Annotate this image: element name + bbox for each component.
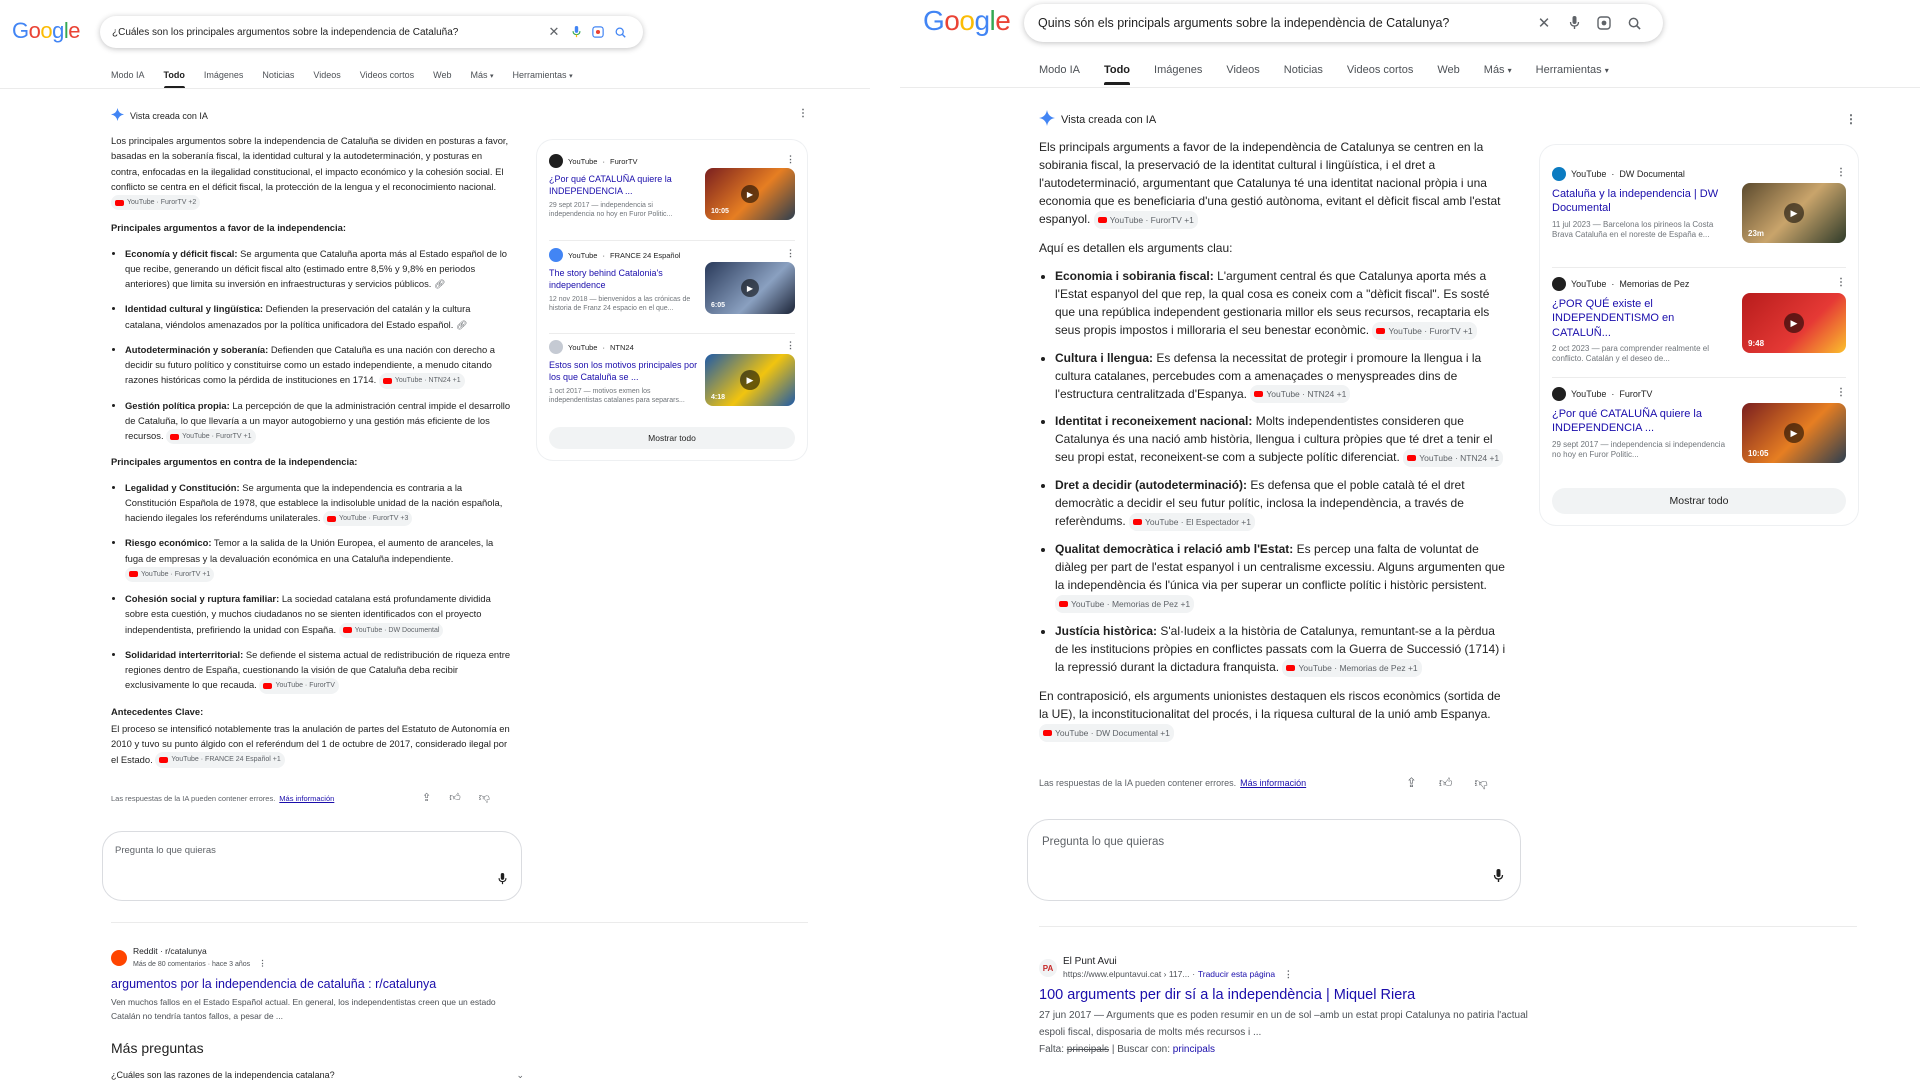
list-item-title: Qualitat democràtica i relació amb l'Estat:: [1055, 542, 1294, 557]
more-options-icon[interactable]: ⋮: [1836, 387, 1846, 398]
source-chip-label: YouTube · Memorias de Pez +1: [1071, 598, 1191, 609]
source-title[interactable]: ¿Por qué CATALUÑA quiere la INDEPENDENCIA ...: [1552, 408, 1702, 435]
tab-web[interactable]: Web: [433, 70, 452, 80]
youtube-favicon: [1552, 387, 1566, 401]
tab-more[interactable]: [1484, 64, 1512, 76]
microphone-icon[interactable]: [1559, 16, 1589, 30]
key-heading: Aquí es detallen els arguments clau:: [1039, 240, 1233, 255]
source-site: YouTube · Memorias de Pez: [1552, 277, 1846, 291]
search-tabs: [1039, 64, 1609, 76]
tab-tools-label: Herramientas: [1535, 64, 1602, 76]
divider: [1552, 267, 1846, 268]
left-search-pane: [0, 0, 870, 1080]
tab-all[interactable]: Todo: [163, 70, 185, 80]
source-site-name: YouTube: [1571, 169, 1607, 179]
source-meta: 29 sept 2017 — independencia si independencia no hoy en Furor Politic...: [549, 202, 673, 219]
youtube-favicon: [549, 340, 563, 354]
youtube-favicon: [549, 154, 563, 168]
search-input[interactable]: Quins són els principals arguments sobre la independència de Catalunya?: [1038, 16, 1450, 30]
list-item: [125, 342, 511, 389]
source-card[interactable]: [1552, 167, 1846, 257]
video-thumbnail[interactable]: [705, 262, 795, 314]
tab-short-videos[interactable]: Videos cortos: [1346, 64, 1414, 76]
list-item: [125, 591, 511, 638]
source-card[interactable]: [549, 154, 795, 234]
source-site: YouTube · FRANCE 24 Español: [549, 248, 795, 262]
source-site: YouTube · FurorTV: [549, 154, 795, 168]
ai-intro: [111, 133, 511, 210]
source-chip[interactable]: [1250, 385, 1350, 403]
contra-heading: Principales argumentos en contra de la independencia:: [111, 456, 358, 468]
microphone-icon[interactable]: [498, 872, 507, 890]
list-item: [125, 301, 511, 332]
list-item-text: La sociedad catalana está profundamente dividida sobre esta cuestión, y muchos ciudadanos no se sienten identificados con el proyecto independentista, prefiriendo la unidad con España.: [125, 593, 491, 635]
translate-link[interactable]: Traducir esta página: [1197, 969, 1276, 979]
header-divider: [0, 88, 870, 89]
source-meta: 2 oct 2023 — para comprender realmente el conflicto. Catalán y el deseo de...: [1552, 343, 1709, 364]
more-options-icon[interactable]: ⋮: [1836, 167, 1846, 178]
ask-input[interactable]: Pregunta lo que quieras: [1042, 836, 1165, 848]
more-options-icon[interactable]: ⋮: [786, 154, 795, 164]
source-site-name: YouTube: [1571, 279, 1607, 289]
youtube-icon: [1098, 217, 1107, 223]
source-chip-label: YouTube · FurorTV: [275, 682, 335, 690]
ai-disclaimer: [1039, 778, 1306, 788]
source-chip-label: YouTube · NTN24 +1: [1266, 389, 1347, 400]
list-item-text: Se argumenta que Cataluña aporta más al Estado español de lo que recibe, generando un déficit fiscal alto (estimado entre 8,5% y 9,8% en periodos anteriores) que limita su inversión en infraestructuras y servicios públicos.: [125, 247, 508, 290]
source-chip-label: YouTube · FRANCE 24 Español +1: [171, 756, 281, 764]
source-title[interactable]: Estos son los motivos principales por los que Cataluña se ...: [549, 360, 698, 382]
source-chip[interactable]: [125, 567, 214, 582]
source-chip[interactable]: [339, 623, 444, 638]
video-thumbnail[interactable]: [705, 168, 795, 220]
link-icon[interactable]: 🔗︎: [434, 279, 446, 290]
ask-box[interactable]: [1027, 819, 1521, 901]
source-chip-label: YouTube · DW Documental: [354, 626, 440, 634]
source-chip-label: YouTube · FurorTV +1: [182, 433, 252, 441]
contra-text: [1039, 687, 1509, 742]
ai-disclaimer: [111, 794, 334, 803]
source-channel: Memorias de Pez: [1619, 279, 1690, 289]
list-item-text: Es defensa la necessitat de protegir i promoure la llengua i la cultura catalanes, percebudes com a amenaçades o menyspreades dins de l'estructura centralitzada d'Espanya.: [1055, 350, 1482, 401]
ai-overview-title: Vista creada con IA: [130, 110, 208, 121]
more-options-icon[interactable]: ⋮: [798, 108, 808, 119]
search-input[interactable]: ¿Cuáles son los principales argumentos sobre la independencia de Cataluña?: [112, 26, 459, 38]
source-chip-label: YouTube · El Espectador +1: [1145, 517, 1251, 528]
more-options-icon[interactable]: ⋮: [1845, 112, 1857, 126]
list-item: [125, 535, 511, 582]
list-item-text: S'al·ludeix a la història de Catalunya, remuntant-se a la pèrdua de les institucions pròpies en conflictes passats com la Guerra de Successió (1714) i la repressió durant la dictadura franquista.: [1055, 623, 1506, 674]
list-item: [125, 246, 511, 293]
source-chip[interactable]: [1372, 322, 1476, 340]
list-item: [1055, 622, 1509, 677]
result-subreddit: r/catalunya: [165, 946, 207, 956]
result-snippet: Ven muchos fallos en el Estado Español actual. En general, los independentistas creen que un estado Catalán no tendría tantos fallos, a pesar de ...: [111, 997, 496, 1021]
tab-tools[interactable]: [1536, 64, 1609, 76]
list-item-title: Legalidad y Constitución:: [125, 481, 240, 493]
result-title[interactable]: argumentos por la independencia de cataluña : r/catalunya: [111, 977, 437, 991]
more-questions-heading: Más preguntas: [111, 1040, 204, 1056]
divider: [1552, 377, 1846, 378]
result-title[interactable]: 100 arguments per dir sí a la independència | Miquel Riera: [1039, 987, 1416, 1003]
list-item-text: Defienden que Cataluña es una nación con derecho a decidir su futuro político y constituirse como un estado independiente, a menudo citando razones históricas como la pérdida de instituciones en 1714.: [125, 343, 496, 386]
source-title[interactable]: Cataluña y la independencia | DW Documental: [1552, 188, 1719, 215]
more-info-link[interactable]: Más información: [279, 794, 335, 803]
list-item-title: Identidad cultural y lingüística:: [125, 303, 264, 315]
source-meta: 12 nov 2018 — bienvenidos a las crónicas de historia de Franz 24 espacio en el que...: [549, 296, 691, 313]
background-heading: Antecedentes Clave:: [111, 705, 204, 717]
thumbs-down-icon[interactable]: 👎︎: [1474, 775, 1488, 790]
tab-ai-mode[interactable]: Modo IA: [1039, 64, 1080, 76]
source-site-name: YouTube: [568, 250, 598, 260]
source-chip-label: YouTube · NTN24 +1: [1419, 453, 1500, 464]
ai-intro-text: Els principals arguments a favor de la independència de Catalunya se centren en la sobirania fiscal, la preservació de la identitat cultural i lingüística, i el dret a l'autodeterminació, argumentant que Catalunya té una identitat nacional pròpia i una economia que es beneficiaria d'una gestió autònoma, evitant el dèficit fiscal amb l'estat espanyol.: [1039, 140, 1501, 226]
play-icon: ▶: [1784, 313, 1804, 333]
youtube-icon: [343, 627, 352, 633]
list-item: [1055, 412, 1509, 467]
feedback-bar: [422, 791, 490, 804]
source-site-name: YouTube: [568, 342, 598, 352]
video-thumbnail[interactable]: [705, 354, 795, 406]
chevron-down-icon: ▾: [569, 73, 573, 80]
youtube-icon: [1133, 519, 1142, 525]
list-item-title: Cohesión social y ruptura familiar:: [125, 593, 280, 605]
tab-images[interactable]: Imágenes: [1154, 64, 1203, 76]
source-chip-label: YouTube · NTN24 +1: [394, 377, 461, 385]
camera-lens-icon[interactable]: [1589, 16, 1619, 30]
thumbs-up-icon[interactable]: 👍︎: [1438, 775, 1453, 790]
tab-tools[interactable]: [513, 70, 573, 80]
result-snippet: 27 jun 2017 — Arguments que es poden resumir en un de sol –amb un estat propi Catalunya no patiria l'actual espoli fiscal, disposaria de molts més recursos i ...: [1039, 1010, 1528, 1038]
list-item-title: Gestión política propia:: [125, 399, 230, 411]
result-site-info: Reddit · r/catalunya Más de 80 comentarios · hace 3 años ⋮: [133, 946, 267, 968]
question-item[interactable]: [111, 1070, 524, 1080]
header-divider: [900, 87, 1920, 88]
list-item-title: Economía y déficit fiscal:: [125, 247, 238, 259]
google-logo[interactable]: Google: [12, 18, 81, 43]
missing-terms: [1039, 1041, 1529, 1058]
source-meta: 11 jul 2023 — Barcelona los pirineos la Costa Brava Cataluña en el noreste de España e...: [1552, 219, 1714, 239]
video-duration: 23m: [1748, 229, 1765, 238]
list-item: [1055, 476, 1509, 531]
camera-lens-icon[interactable]: [587, 26, 609, 38]
arguments-list: [1039, 267, 1509, 677]
missing-label: Falta:: [1039, 1044, 1065, 1055]
play-icon: ▶: [740, 370, 760, 390]
result-url: https://www.elpuntavui.cat › 117...: [1063, 969, 1190, 979]
source-meta: 1 oct 2017 — motivos exmen los independentistas catalanes para separars...: [549, 388, 685, 405]
divider: [549, 240, 795, 241]
search-icon[interactable]: [609, 27, 631, 38]
list-item-text: Es defensa que el poble català té el dret democràtic a decidir el seu futur polític, inclosa la independència, a través de referèndums.: [1055, 478, 1465, 529]
list-item-title: Cultura i llengua:: [1055, 350, 1154, 365]
list-item-title: Justícia històrica:: [1055, 623, 1158, 638]
reddit-icon: [111, 950, 127, 966]
source-title[interactable]: ¿Por qué CATALUÑA quiere la INDEPENDENCIA ...: [549, 174, 672, 196]
play-icon: ▶: [1784, 203, 1804, 223]
source-chip[interactable]: [1282, 659, 1421, 677]
youtube-icon: [170, 434, 179, 440]
ai-overview-header: [111, 108, 208, 123]
list-item-text: La percepción de que la administración central impide el desarrollo de Cataluña, lo que llevaría a un mayor autogobierno y una gestión más eficiente de los recursos.: [125, 399, 511, 442]
tab-videos[interactable]: Videos: [1226, 64, 1260, 76]
youtube-favicon: [1552, 167, 1566, 181]
list-item: [1055, 349, 1509, 404]
video-duration: 10:05: [1748, 449, 1769, 458]
list-item: [125, 647, 511, 694]
list-item-title: Identitat i reconeixement nacional:: [1055, 414, 1253, 429]
divider: [549, 333, 795, 334]
source-channel: FRANCE 24 Español: [609, 250, 681, 260]
result-site[interactable]: [111, 945, 511, 971]
divider: [1039, 926, 1857, 927]
source-chip[interactable]: [1055, 595, 1194, 613]
source-site-name: YouTube: [568, 156, 598, 166]
share-icon[interactable]: ⇪: [422, 792, 432, 804]
video-thumbnail[interactable]: [1742, 293, 1846, 353]
ai-overview-title: Vista creada con IA: [1061, 113, 1157, 126]
tab-images[interactable]: Imágenes: [203, 70, 244, 80]
chevron-down-icon: ▾: [1604, 66, 1609, 75]
source-chip[interactable]: [1039, 724, 1174, 742]
el-punt-avui-icon: PA: [1039, 959, 1057, 977]
ai-overview-body: [111, 133, 511, 778]
ai-overview-body: [1039, 138, 1509, 752]
search-icon[interactable]: [1619, 17, 1649, 30]
video-thumbnail[interactable]: [1742, 403, 1846, 463]
list-item-text: Temor a la salida de la Unión Europea, el aumento de aranceles, la fuga de empresas y la devaluación económica en una Cataluña independiente.: [125, 537, 494, 564]
youtube-icon: [1043, 730, 1052, 736]
divider: [111, 922, 808, 923]
sources-panel: [1540, 145, 1858, 525]
result-meta: Más de 80 comentarios · hace 3 años: [133, 961, 251, 968]
source-card[interactable]: [1552, 387, 1846, 477]
separator: ·: [1192, 969, 1196, 979]
sources-panel: [537, 140, 807, 460]
source-card[interactable]: [549, 340, 795, 420]
video-duration: 10:05: [711, 208, 729, 215]
list-item-title: Dret a decidir (autodeterminació):: [1055, 478, 1248, 493]
google-logo[interactable]: Google: [923, 5, 1011, 36]
search-result: [1039, 955, 1529, 1058]
play-icon: ▶: [741, 279, 759, 297]
source-chip[interactable]: [1403, 449, 1503, 467]
play-icon: ▶: [1784, 423, 1804, 443]
source-channel: NTN24: [609, 342, 634, 352]
ai-overview-header: [1039, 110, 1156, 129]
source-chip[interactable]: [323, 511, 412, 526]
tab-ai-mode[interactable]: Modo IA: [111, 70, 145, 80]
source-site: YouTube · DW Documental: [1552, 167, 1846, 181]
search-tabs: [111, 70, 573, 80]
source-chip-label: YouTube · FurorTV +2: [127, 199, 197, 207]
list-item-title: Solidaridad interterritorial:: [125, 648, 244, 660]
show-all-button[interactable]: Mostrar todo: [549, 427, 795, 449]
sparkle-icon: [111, 108, 124, 123]
result-site-name: Reddit: [133, 946, 158, 956]
youtube-icon: [129, 571, 138, 577]
show-all-button[interactable]: Mostrar todo: [1552, 488, 1846, 514]
search-with-link[interactable]: principals: [1172, 1044, 1216, 1055]
search-box[interactable]: [1024, 4, 1663, 42]
youtube-icon: [1407, 455, 1416, 461]
source-chip[interactable]: [111, 195, 200, 210]
search-box[interactable]: [100, 16, 643, 48]
source-site-name: YouTube: [1571, 389, 1607, 399]
list-item-title: Riesgo económico:: [125, 537, 212, 549]
search-result: [111, 945, 511, 1023]
thumbs-down-icon[interactable]: 👎︎: [478, 792, 490, 804]
source-title[interactable]: ¿POR QUÉ existe el INDEPENDENTISMO en CATALUÑ...: [1552, 298, 1675, 339]
list-item-text: Molts independentistes consideren que Catalunya és una nació amb història, llengua i cultura pròpies que té dret a tenir el seu propi estat, reconeixent-se com a subjecte polític diferenciat.: [1055, 414, 1493, 465]
list-item-text: Es percep una falta de voluntat de diàleg per part de l'estat espanyol i un centralisme excessiu. Alguns argumenten que la independència és l'única via per superar un conflicte polític i històric persistent.: [1055, 542, 1505, 593]
microphone-icon[interactable]: [1493, 869, 1504, 888]
right-search-pane: [900, 0, 1920, 1080]
video-thumbnail[interactable]: [1742, 183, 1846, 243]
tab-videos[interactable]: Videos: [313, 70, 341, 80]
result-site-info: [1063, 955, 1293, 981]
more-info-link[interactable]: Más información: [1240, 778, 1307, 788]
source-chip-label: YouTube · FurorTV +3: [339, 515, 409, 523]
source-chip-label: YouTube · DW Documental +1: [1055, 727, 1170, 738]
share-icon[interactable]: ⇪: [1406, 775, 1417, 790]
youtube-favicon: [549, 248, 563, 262]
list-item-title: Autodeterminación y soberanía:: [125, 343, 269, 355]
youtube-icon: [383, 378, 392, 384]
list-item-text: Defienden la preservación del catalán y la cultura catalana, viéndolos amenazados por la política unificadora del Estado español.: [125, 303, 471, 330]
result-site-name: El Punt Avui: [1063, 956, 1117, 967]
disclaimer-text: Las respuestas de la IA pueden contener errores.: [111, 794, 276, 803]
list-item: [1055, 540, 1509, 613]
tab-news[interactable]: Noticias: [1283, 64, 1323, 76]
list-item-text: Se defiende el sistema actual de redistribución de riqueza entre regiones dentro de España, cuestionando la visión de que Cataluña deba recibir exclusivamente lo que recauda.: [125, 648, 511, 691]
list-item-title: Economia i sobirania fiscal:: [1055, 268, 1214, 283]
link-icon[interactable]: 🔗︎: [455, 319, 468, 330]
tab-web[interactable]: Web: [1437, 64, 1460, 76]
youtube-favicon: [1552, 277, 1566, 291]
ai-intro: [1039, 138, 1509, 229]
more-options-icon[interactable]: ⋮: [258, 959, 267, 968]
sparkle-icon: [1039, 110, 1055, 129]
source-chip-label: YouTube · FurorTV +1: [1109, 214, 1194, 225]
youtube-icon: [327, 516, 336, 522]
search-with-label: | Buscar con:: [1111, 1044, 1171, 1055]
tab-more-label: Más: [1483, 64, 1505, 76]
source-channel: FurorTV: [1619, 389, 1653, 399]
source-site: YouTube · FurorTV: [1552, 387, 1846, 401]
source-chip[interactable]: [259, 678, 338, 693]
source-chip[interactable]: [1094, 211, 1198, 229]
source-chip-label: YouTube · FurorTV +1: [1388, 325, 1473, 336]
source-chip[interactable]: [1129, 513, 1255, 531]
background-text: [111, 721, 511, 768]
source-chip[interactable]: [166, 429, 255, 444]
background-body: El proceso se intensificó notablemente tras la anulación de partes del Estatuto de Autonomía en 2010 y tuvo su punto álgido con el referéndum del 1 de octubre de 2017, considerado ilegal por el Estado.: [111, 722, 510, 765]
clear-icon[interactable]: ✕: [1537, 15, 1551, 32]
source-meta: 29 sept 2017 — independencia si independencia no hoy en Furor Politic...: [1552, 439, 1726, 459]
favor-list: [111, 246, 511, 445]
source-chip[interactable]: [155, 752, 284, 767]
chevron-down-icon: ▾: [1507, 66, 1512, 75]
more-options-icon[interactable]: ⋮: [1836, 277, 1846, 288]
video-duration: 6:05: [711, 302, 726, 309]
video-duration: 9:48: [1748, 339, 1765, 348]
youtube-icon: [263, 683, 272, 689]
list-item: [125, 480, 511, 527]
disclaimer-text: Las respuestas de la IA pueden contener errores.: [1039, 778, 1237, 788]
list-item: [1055, 267, 1509, 340]
ask-input[interactable]: Pregunta lo que quieras: [115, 845, 216, 856]
favor-heading: Principales argumentos a favor de la independencia:: [111, 222, 346, 234]
tab-tools-label: Herramientas: [512, 70, 567, 80]
source-channel: DW Documental: [1619, 169, 1685, 179]
list-item: [125, 398, 511, 445]
tab-news[interactable]: Noticias: [262, 70, 295, 80]
youtube-icon: [1254, 391, 1263, 397]
more-options-icon[interactable]: ⋮: [786, 248, 795, 258]
youtube-icon: [159, 757, 168, 763]
source-card[interactable]: [1552, 277, 1846, 367]
youtube-icon: [115, 200, 124, 206]
result-site[interactable]: [1039, 955, 1529, 981]
microphone-icon[interactable]: [565, 26, 587, 38]
source-title[interactable]: The story behind Catalonia's independence: [549, 268, 663, 290]
more-options-icon[interactable]: ⋮: [786, 340, 795, 350]
clear-icon[interactable]: ✕: [548, 24, 560, 39]
list-item-text: L'argument central és que Catalunya aporta més a l'Estat espanyol del que rep, la qual cosa es coneix com a "dèficit fiscal". Es sosté que una república independent gestionaria millor els seus recursos, recaptaria els seus propis impostos i milloraria el seu benestar econòmic.: [1055, 268, 1490, 337]
list-item-text: Se argumenta que la independencia es contraria a la Constitución Española de 1978, que establece la indisoluble unidad de la nación española, haciendo ilegales los referéndums unilaterales.: [125, 481, 503, 524]
video-duration: 4:18: [711, 394, 726, 401]
contra-list: [111, 480, 511, 694]
missing-word: principals: [1066, 1044, 1110, 1055]
source-chip-label: YouTube · FurorTV +1: [141, 570, 211, 578]
feedback-bar: [1406, 775, 1488, 791]
source-card[interactable]: [549, 248, 795, 328]
youtube-icon: [1059, 601, 1068, 607]
tab-all[interactable]: Todo: [1103, 64, 1131, 76]
question-text: ¿Cuáles son las razones de la independencia catalana?: [111, 1070, 335, 1080]
tab-short-videos[interactable]: Videos cortos: [359, 70, 415, 80]
source-chip-label: YouTube · Memorias de Pez +1: [1298, 662, 1418, 673]
youtube-icon: [1286, 665, 1295, 671]
source-channel: FurorTV: [609, 156, 638, 166]
ai-intro-text: Los principales argumentos sobre la independencia de Cataluña se dividen en posturas a favor, basadas en la soberanía fiscal, la identidad cultural y la autodeterminación, y posturas en contra, enfocadas en la ilegalidad constitucional, el impacto económico y la cohesión social. El conflicto se centra en el déficit fiscal, la protección de la lengua y el reconocimiento nacional.: [111, 135, 509, 192]
source-chip[interactable]: [379, 373, 465, 388]
play-icon: ▶: [741, 185, 759, 203]
tab-more[interactable]: [470, 70, 493, 80]
ask-box[interactable]: [102, 831, 522, 901]
chevron-down-icon: ⌄: [516, 1070, 524, 1080]
thumbs-up-icon[interactable]: 👍︎: [449, 792, 461, 804]
chevron-down-icon: ▾: [490, 73, 494, 80]
source-site: YouTube · NTN24: [549, 340, 795, 354]
tab-more-label: Más: [470, 70, 488, 80]
youtube-icon: [1376, 328, 1385, 334]
more-options-icon[interactable]: ⋮: [1283, 969, 1293, 979]
contra-body: En contraposició, els arguments unionistes destaquen els riscos econòmics (sortida de la UE), la inconstitucionalitat del procés, i la riquesa cultural de la unió amb Espanya.: [1039, 688, 1501, 721]
